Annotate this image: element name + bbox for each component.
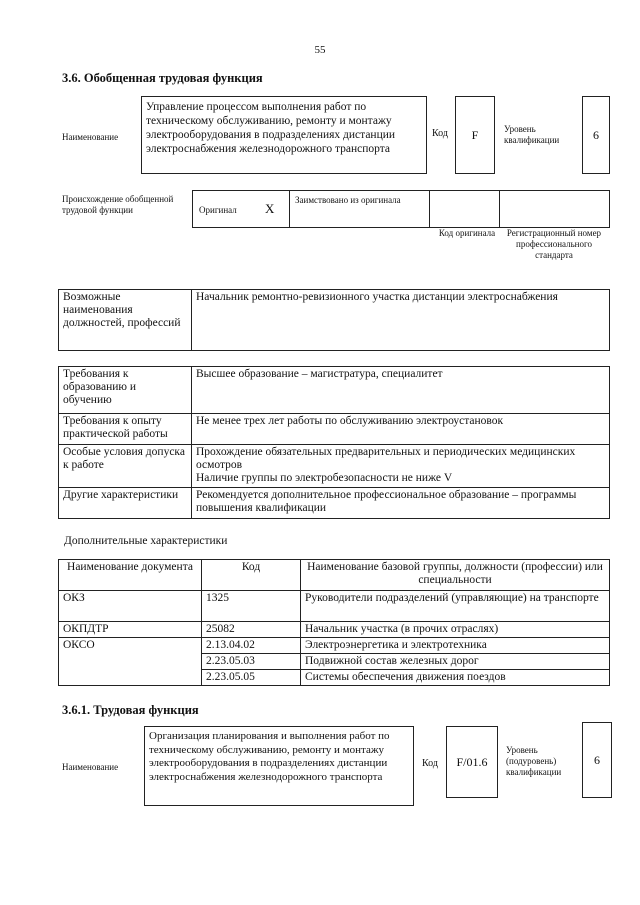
- table-row: [59, 591, 610, 622]
- req-label: Другие характеристики: [59, 488, 192, 519]
- positions-label: Возможные наименования должностей, профессий: [59, 290, 192, 351]
- column-header: Код: [202, 560, 301, 591]
- additional-title: Дополнительные характеристики: [64, 535, 228, 547]
- table-row: [59, 638, 610, 654]
- divider: [429, 191, 430, 227]
- code-original-caption: Код оригинала: [438, 228, 496, 238]
- req-label: Требования к опыту практической работы: [59, 414, 192, 445]
- original-label: Оригинал: [199, 205, 237, 215]
- req-value-2: Наличие группы по электробезопасности не ниже V: [196, 472, 453, 484]
- table-row: [59, 367, 610, 414]
- section-heading-3-6-1: 3.6.1. Трудовая функция: [62, 703, 199, 717]
- code-value: F/01.6: [456, 754, 488, 769]
- reg-number-caption: Регистрационный номер профессионального стандарта: [506, 228, 602, 260]
- level-label: Уровень (подуровень) квалификации: [506, 745, 562, 777]
- table-cell: 2.23.05.03: [202, 654, 301, 670]
- req-value-cell: [192, 445, 610, 488]
- table-cell: Электроэнергетика и электротехника: [301, 638, 610, 654]
- code-value: F: [471, 127, 479, 142]
- code-label: Код: [422, 758, 438, 769]
- name-label: Наименование: [62, 132, 119, 142]
- table-row: [59, 488, 610, 519]
- table-cell: 2.23.05.05: [202, 670, 301, 686]
- table-header-row: [59, 560, 610, 591]
- table-cell: 2.13.04.02: [202, 638, 301, 654]
- table-cell: Системы обеспечения движения поездов: [301, 670, 610, 686]
- original-mark: X: [265, 201, 275, 216]
- requirements-table: [58, 366, 610, 519]
- divider: [289, 191, 290, 227]
- code-value-box: [455, 96, 495, 174]
- borrowed-label: Заимствовано из оригинала: [295, 195, 401, 205]
- positions-table: [58, 289, 610, 351]
- origin-label: Происхождение обобщенной трудовой функции: [62, 194, 174, 215]
- table-cell: Подвижной состав железных дорог: [301, 654, 610, 670]
- function-name-text: Управление процессом выполнения работ по техническому обслуживанию, ремонту и монтажу электрооборудования в подразделениях дистанции электроснабжения железнодорожного транспорта: [146, 101, 396, 155]
- code-label: Код: [432, 128, 448, 139]
- req-value: Высшее образование – магистратура, специалитет: [192, 367, 610, 414]
- req-value: Не менее трех лет работы по обслуживанию электроустановок: [192, 414, 610, 445]
- page-number: 55: [314, 44, 326, 56]
- function-name-box: [141, 96, 427, 174]
- req-label: Требования к образованию и обучению: [59, 367, 192, 414]
- table-cell: Начальник участка (в прочих отраслях): [301, 622, 610, 638]
- level-value: 6: [594, 752, 600, 767]
- level-value-box: [582, 96, 610, 174]
- positions-value: Начальник ремонтно-ревизионного участка дистанции электроснабжения: [192, 290, 610, 351]
- table-cell: Руководители подразделений (управляющие) на транспорте: [301, 591, 610, 622]
- table-row: [59, 622, 610, 638]
- req-value: Прохождение обязательных предварительных и периодических медицинских осмотров: [196, 446, 576, 471]
- level-label: Уровень квалификации: [504, 124, 560, 145]
- name-label: Наименование: [62, 762, 119, 772]
- labor-function-name-text: Организация планирования и выполнения работ по техническому обслуживанию, ремонту и монтажу электрооборудования в подразделениях дистанции электроснабжения железнодорожного транспорта: [149, 730, 390, 783]
- table-cell: ОКПДТР: [59, 622, 202, 638]
- origin-table: [192, 190, 610, 228]
- table-cell: ОКСО: [59, 638, 202, 686]
- column-header: Наименование документа: [59, 560, 202, 591]
- table-cell: 25082: [202, 622, 301, 638]
- table-cell: ОКЗ: [59, 591, 202, 622]
- code-value-box: [446, 726, 498, 798]
- additional-table: [58, 559, 610, 686]
- column-header: Наименование базовой группы, должности (профессии) или специальности: [301, 560, 610, 591]
- table-row: [59, 290, 610, 351]
- divider: [499, 191, 500, 227]
- labor-function-name-box: [144, 726, 414, 806]
- level-value-box: [582, 722, 612, 798]
- table-row: [59, 445, 610, 488]
- req-value: Рекомендуется дополнительное профессиональное образование – программы повышения квалификации: [192, 488, 610, 519]
- table-row: [59, 414, 610, 445]
- section-heading-3-6: 3.6. Обобщенная трудовая функция: [62, 71, 263, 85]
- level-value: 6: [593, 127, 599, 142]
- table-cell: 1325: [202, 591, 301, 622]
- req-label: Особые условия допуска к работе: [59, 445, 192, 488]
